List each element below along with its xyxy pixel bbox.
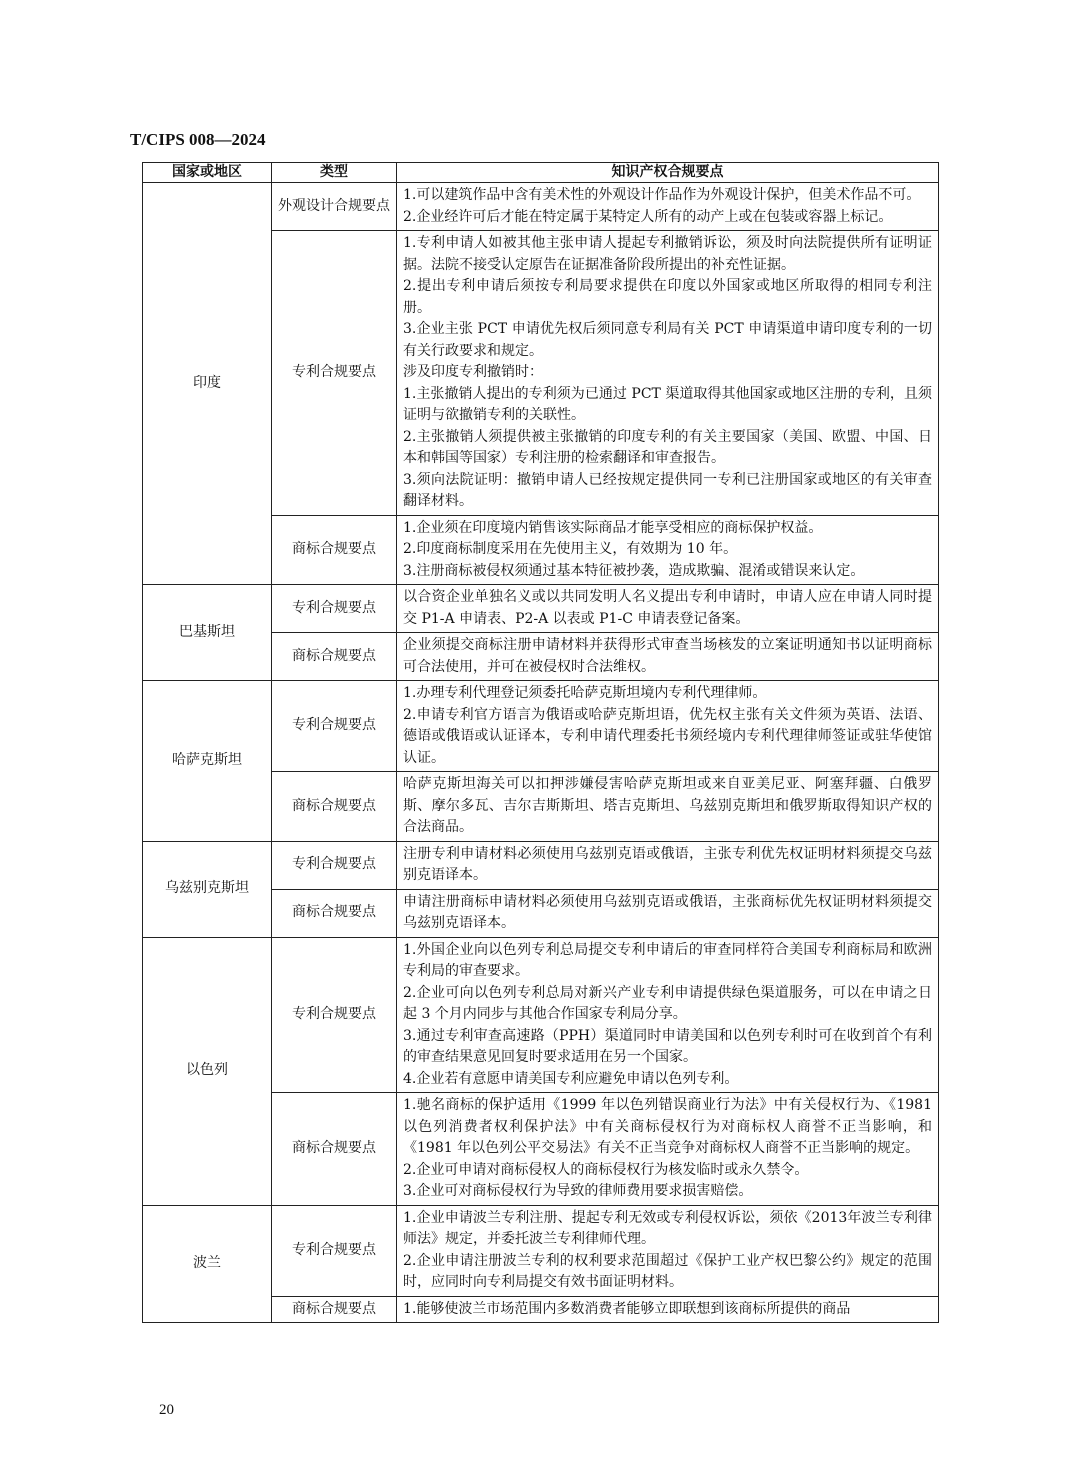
list-item: 1.专利申请人如被其他主张申请人提起专利撤销诉讼，须及时向法院提供所有证明证据。法院不接受认定原告在证据准备阶段所提出的补充性证据。 xyxy=(403,235,932,273)
column-header-points: 知识产权合规要点 xyxy=(397,163,939,183)
content-cell xyxy=(397,681,939,772)
list-item: 3.注册商标被侵权须通过基本特征被抄袭，造成欺骗、混淆或错误来认定。 xyxy=(403,562,865,579)
content-cell xyxy=(397,231,939,516)
content-cell xyxy=(397,889,939,937)
page-number: 20 xyxy=(159,1402,174,1418)
type-cell: 专利合规要点 xyxy=(272,841,397,889)
content-cell xyxy=(397,841,939,889)
list-item: 2.申请专利官方语言为俄语或哈萨克斯坦语，优先权主张有关文件须为英语、法语、德语或俄语或认证译本，专利申请代理委托书须经境内专利代理律师签证或驻华使馆认证。 xyxy=(403,706,932,766)
type-cell: 专利合规要点 xyxy=(272,681,397,772)
type-cell: 商标合规要点 xyxy=(272,889,397,937)
table-row xyxy=(143,183,939,231)
column-header-type: 类型 xyxy=(272,163,397,183)
list-item: 1.主张撤销人提出的专利须为已通过 PCT 渠道取得其他国家或地区注册的专利，且须证明与欲撤销专利的关联性。 xyxy=(403,385,932,423)
document-code: T/CIPS 008—2024 xyxy=(130,130,266,149)
table-header-row xyxy=(143,163,939,183)
country-cell-uzbekistan: 乌兹别克斯坦 xyxy=(143,841,272,937)
list-item: 涉及印度专利撤销时： xyxy=(403,364,543,380)
list-item: 2.企业经许可后才能在特定属于某特定人所有的动产上或在包装或容器上标记。 xyxy=(403,208,893,225)
list-item: 2.企业可申请对商标侵权人的商标侵权行为核发临时或永久禁令。 xyxy=(403,1161,809,1178)
type-cell: 商标合规要点 xyxy=(272,633,397,681)
content-cell xyxy=(397,633,939,681)
country-cell-kazakhstan: 哈萨克斯坦 xyxy=(143,681,272,842)
table-row xyxy=(143,1205,939,1296)
list-item: 1.企业须在印度境内销售该实际商品才能享受相应的商标保护权益。 xyxy=(403,519,823,536)
type-cell: 专利合规要点 xyxy=(272,937,397,1093)
country-cell-poland: 波兰 xyxy=(143,1205,272,1323)
list-item: 3.企业主张 PCT 申请优先权后须同意专利局有关 PCT 申请渠道申请印度专利的一切有关行政要求和规定。 xyxy=(403,321,932,359)
type-cell: 商标合规要点 xyxy=(272,772,397,842)
list-item: 1.外国企业向以色列专利总局提交专利申请后的审查同样符合美国专利商标局和欧洲专利局的审查要求。 xyxy=(403,941,932,979)
list-item: 1.驰名商标的保护适用《1999 年以色列错误商业行为法》中有关侵权行为、《1981 以色列消费者权利保护法》中有关商标侵权行为对商标权人商誉不正当影响，和《1981 年以色列公平交易法》有关不正当竞争对商标权人商誉不正当影响的规定。 xyxy=(403,1097,932,1156)
content-cell xyxy=(397,772,939,842)
list-item: 1.可以建筑作品中含有美术性的外观设计作品作为外观设计保护，但美术作品不可。 xyxy=(403,187,921,203)
type-cell: 商标合规要点 xyxy=(272,515,397,585)
list-item: 企业须提交商标注册申请材料并获得形式审查当场核发的立案证明通知书以证明商标可合法使用，并可在被侵权时合法维权。 xyxy=(403,637,932,675)
country-cell-india: 印度 xyxy=(143,183,272,585)
column-header-country: 国家或地区 xyxy=(143,163,272,183)
list-item: 2.企业申请注册波兰专利的权利要求范围超过《保护工业产权巴黎公约》规定的范围时，应同时向专利局提交有效书面证明材料。 xyxy=(403,1252,932,1290)
type-cell: 专利合规要点 xyxy=(272,231,397,516)
list-item: 3.须向法院证明：撤销申请人已经按规定提供同一专利已注册国家或地区的有关审查翻译材料。 xyxy=(403,471,932,509)
table-row xyxy=(143,681,939,772)
list-item: 2.主张撤销人须提供被主张撤销的印度专利的有关主要国家（美国、欧盟、中国、日本和韩国等国家）专利注册的检索翻译和审查报告。 xyxy=(403,428,932,466)
content-cell xyxy=(397,585,939,633)
content-cell xyxy=(397,1093,939,1206)
list-item: 2.印度商标制度采用在先使用主义，有效期为 10 年。 xyxy=(403,541,738,557)
type-cell: 专利合规要点 xyxy=(272,1205,397,1296)
list-item: 哈萨克斯坦海关可以扣押涉嫌侵害哈萨克斯坦或来自亚美尼亚、阿塞拜疆、白俄罗斯、摩尔多瓦、吉尔吉斯斯坦、塔吉克斯坦、乌兹别克斯坦和俄罗斯取得知识产权的合法商品。 xyxy=(403,776,932,835)
type-cell: 外观设计合规要点 xyxy=(272,183,397,231)
compliance-table xyxy=(142,162,939,1323)
content-cell xyxy=(397,937,939,1093)
content-cell xyxy=(397,1296,939,1323)
list-item: 3.企业可对商标侵权行为导致的律师费用要求损害赔偿。 xyxy=(403,1183,753,1199)
list-item: 申请注册商标申请材料必须使用乌兹别克语或俄语，主张商标优先权证明材料须提交乌兹别克语译本。 xyxy=(403,893,932,931)
country-cell-israel: 以色列 xyxy=(143,937,272,1205)
table-row xyxy=(143,841,939,889)
content-cell xyxy=(397,183,939,231)
list-item: 注册专利申请材料必须使用乌兹别克语或俄语，主张专利优先权证明材料须提交乌兹别克语译本。 xyxy=(403,845,932,883)
type-cell: 专利合规要点 xyxy=(272,585,397,633)
content-cell xyxy=(397,515,939,585)
table-row xyxy=(143,585,939,633)
list-item: 2.企业可向以色列专利总局对新兴产业专利申请提供绿色渠道服务，可以在申请之日起 3 个月内同步与其他合作国家专利局分享。 xyxy=(403,984,932,1022)
list-item: 1.能够使波兰市场范围内多数消费者能够立即联想到该商标所提供的商品 xyxy=(403,1300,851,1317)
list-item: 3.通过专利审查高速路（PPH）渠道同时申请美国和以色列专利时可在收到首个有利的审查结果意见回复时要求适用在另一个国家。 xyxy=(403,1027,932,1065)
list-item: 4.企业若有意愿申请美国专利应避免申请以色列专利。 xyxy=(403,1070,739,1087)
list-item: 2.提出专利申请后须按专利局要求提供在印度以外国家或地区所取得的相同专利注册。 xyxy=(403,278,932,316)
list-item: 以合资企业单独名义或以共同发明人名义提出专利申请时，申请人应在申请人同时提交 P1-A 申请表、P2-A 以表或 P1-C 申请表登记备案。 xyxy=(403,589,932,627)
list-item: 1.办理专利代理登记须委托哈萨克斯坦境内专利代理律师。 xyxy=(403,685,767,701)
type-cell: 商标合规要点 xyxy=(272,1093,397,1206)
list-item: 1.企业申请波兰专利注册、提起专利无效或专利侵权诉讼，须依《2013年波兰专利律师法》规定，并委托波兰专利律师代理。 xyxy=(403,1209,932,1247)
type-cell: 商标合规要点 xyxy=(272,1296,397,1323)
content-cell xyxy=(397,1205,939,1296)
country-cell-pakistan: 巴基斯坦 xyxy=(143,585,272,681)
table-row xyxy=(143,937,939,1093)
